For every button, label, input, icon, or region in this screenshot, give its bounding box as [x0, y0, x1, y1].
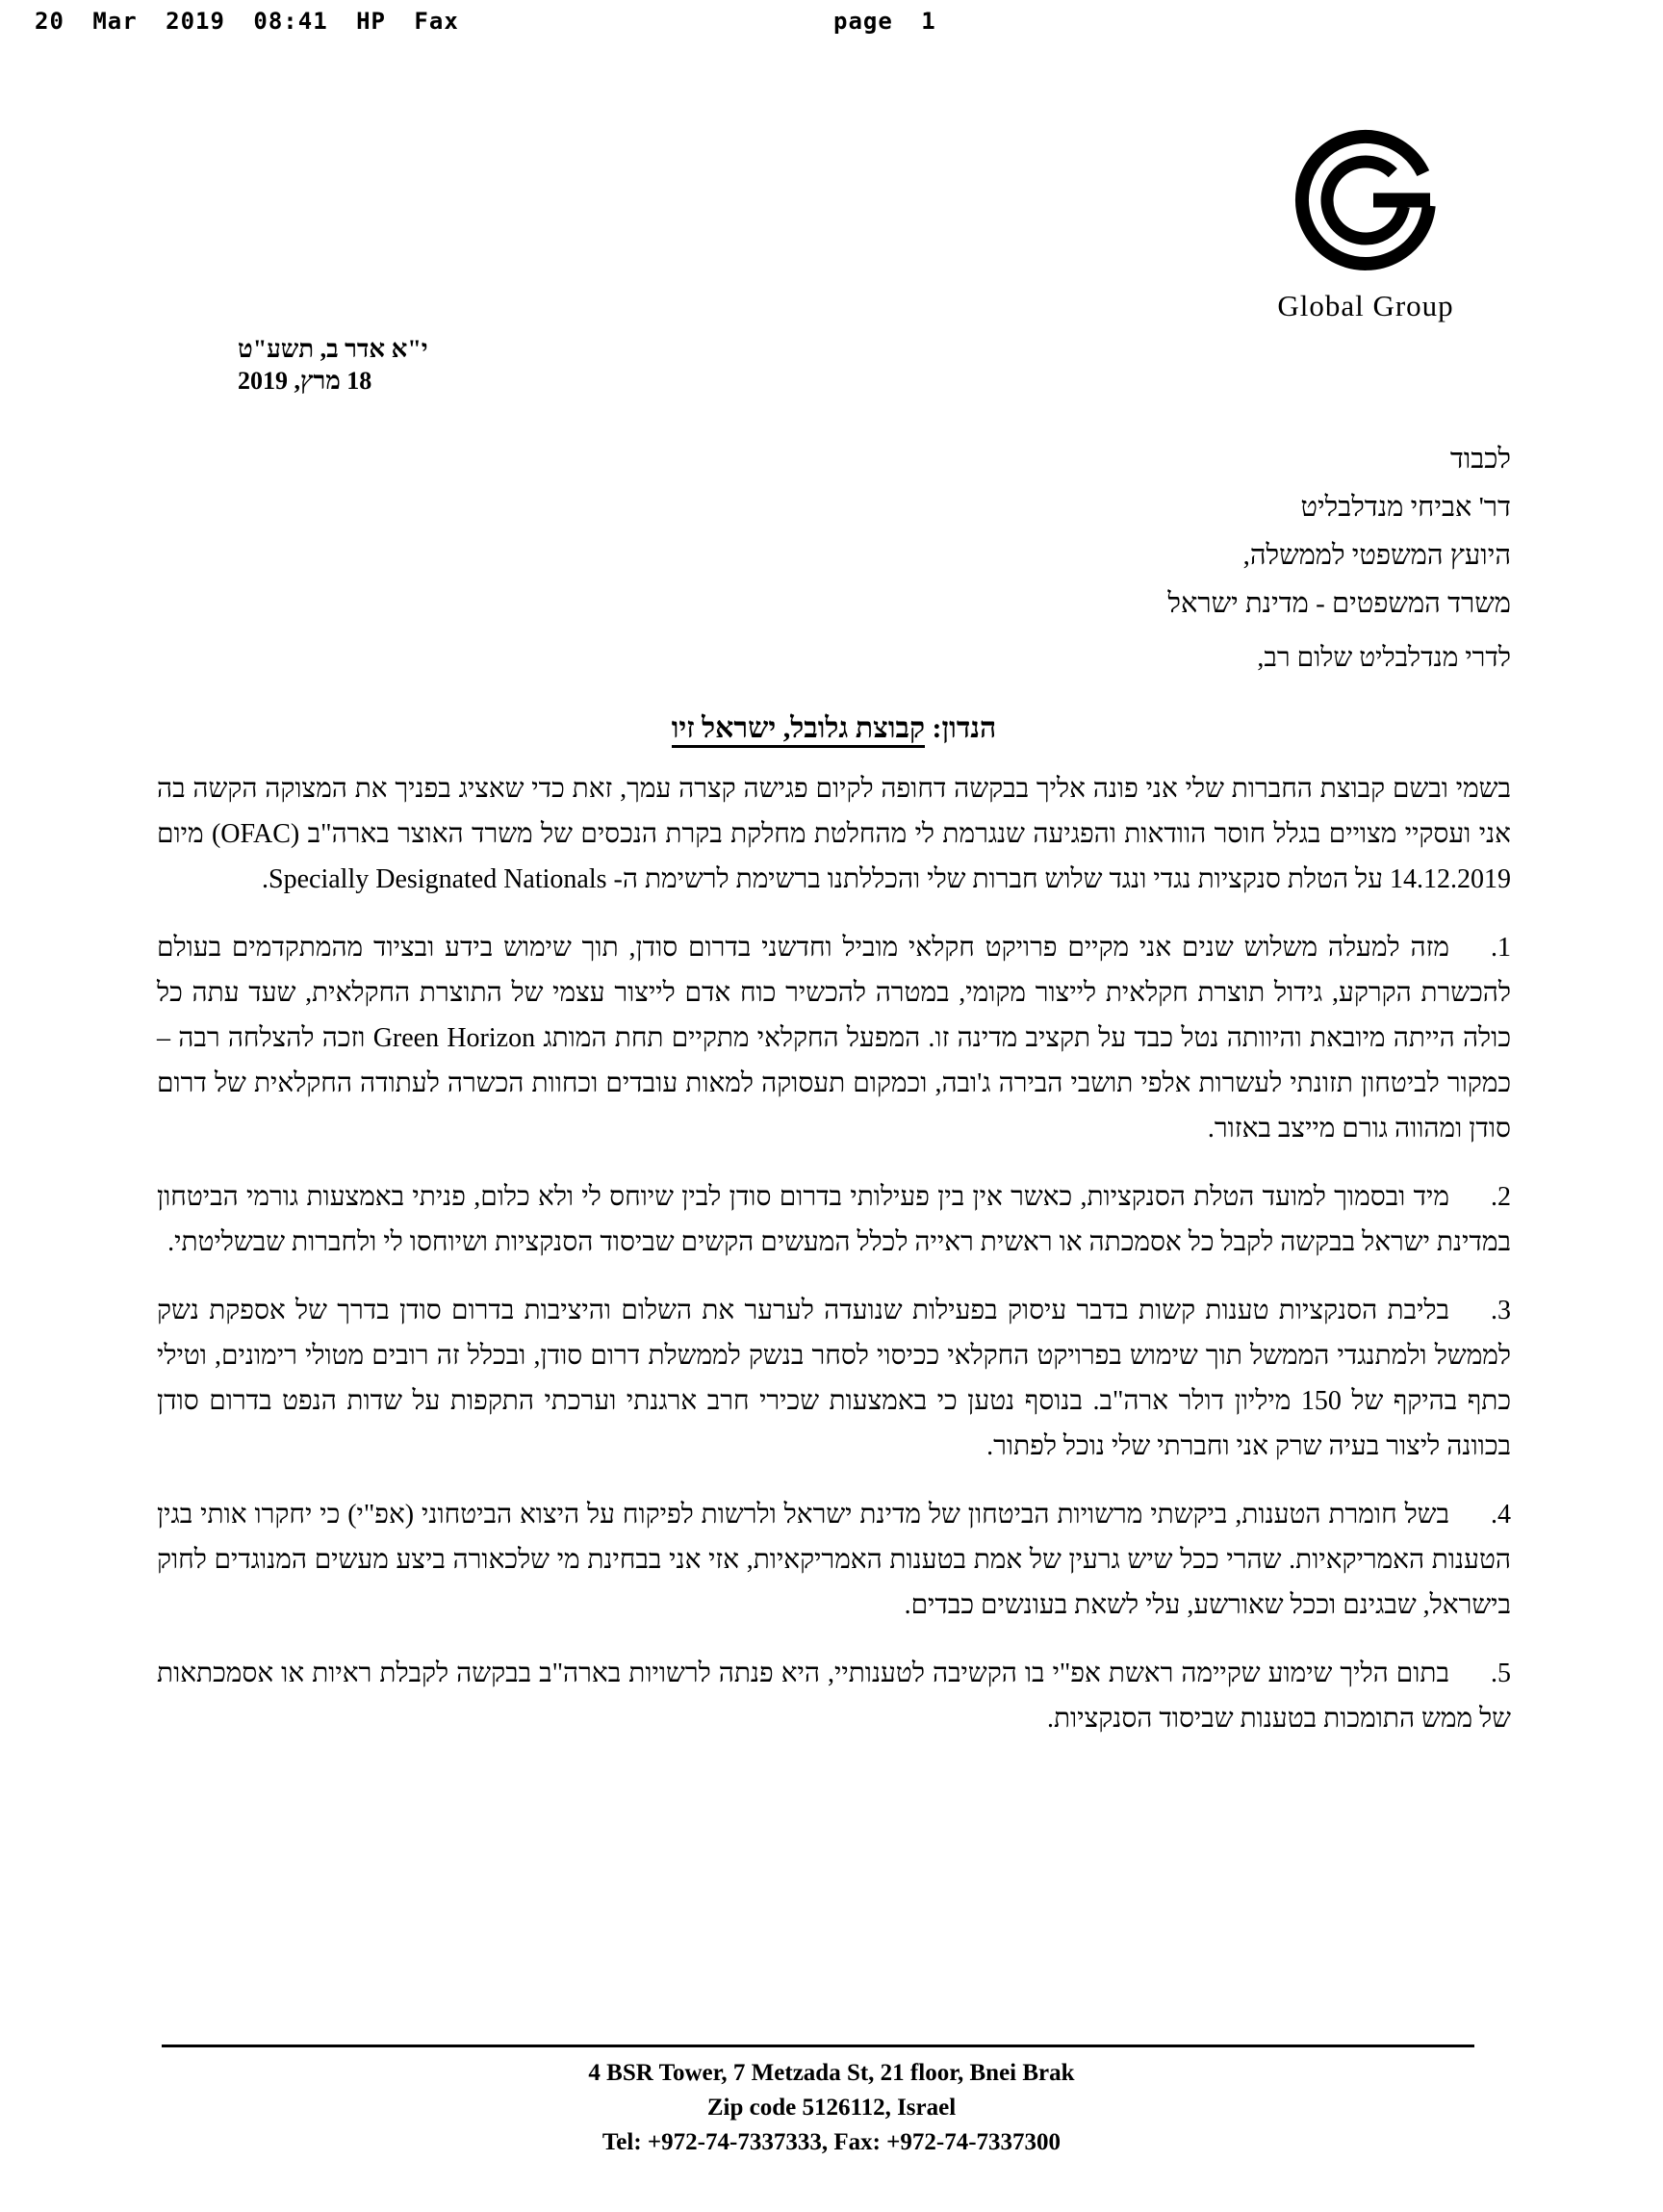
fax-header-page-number: page 1: [833, 8, 936, 35]
item-text: בליבת הסנקציות טענות קשות בדבר עיסוק בפעילות שנועדה לערער את השלום והיציבות בדרום סודן בדרך של אספקת נשק לממשל ולמתנגדי הממשל תוך שימוש בפרויקט החקלאי ככיסוי לסחר בנשק לממשלת דרום סודן, ובכלל זה רובים מטולי רימונים, וטילי כתף בהיקף של 150 מיליון דולר ארה"ב. בנוסף נטען כי באמצעות שכירי חרב ארגנתי וערכתי התקפות על שדות הנפט בדרום סודן בכוונה ליצור בעיה שרק אני וחברתי שלי נוכל לפתור.: [157, 1296, 1512, 1461]
item-number: 4.: [1491, 1500, 1511, 1530]
date-line-gregorian: 18 מרץ, 2019: [238, 367, 372, 395]
item-text: בתום הליך שימוע שקיימה ראשת אפ"י בו הקשיבה לטענותיי, היא פנתה לרשויות בארה"ב בבקשה לקבלת ראיות או אסמכתאות של ממש התומכות בטענות שביסוד הסנקציות.: [157, 1659, 1511, 1734]
recipient-line-title: היועץ המשפטי לממשלה,: [1242, 540, 1511, 571]
greeting-line: לדרי מנדלבליט שלום רב,: [1257, 643, 1511, 673]
footer-separator-line: [162, 2045, 1474, 2047]
footer-zip-line: Zip code 5126112, Israel: [706, 2095, 957, 2121]
item-number: 2.: [1491, 1182, 1511, 1212]
global-group-logo-icon: [1284, 121, 1447, 283]
item-number: 3.: [1491, 1296, 1511, 1325]
footer-contact-line: Tel: +972-74-7337333, Fax: +972-74-7337300: [601, 2129, 1062, 2155]
footer-address-line: 4 BSR Tower, 7 Metzada St, 21 floor, Bnei Brak: [588, 2060, 1075, 2086]
logo-block: [1263, 121, 1469, 323]
letter-body: [157, 635, 1511, 1741]
logo-caption: Global Group: [1277, 289, 1454, 322]
fax-header-datetime: 20 Mar 2019 08:41 HP Fax: [35, 8, 459, 35]
list-item: [157, 1174, 1511, 1265]
list-item: [157, 925, 1511, 1151]
recipient-line-salutation: לכבוד: [1449, 444, 1511, 475]
date-block: [238, 333, 428, 397]
list-item: [157, 1651, 1511, 1741]
date-line-hebrew: י"א אדר ב, תשע"ט: [238, 335, 428, 363]
subject-prefix: הנדון:: [925, 712, 997, 744]
item-number: 1.: [1491, 933, 1511, 963]
item-text: מיד ובסמוך למועד הטלת הסנקציות, כאשר אין בין פעילותי בדרום סודן לבין שיוחס לי ולא כלום, פניתי באמצעות גורמי הביטחון במדינת ישראל בבקשה לקבל כל אסמכתה או ראשית ראייה לכלל המעשים הקשים שביסוד הסנקציות ושיוחסו לי ולחברות שבשליטתי.: [157, 1182, 1511, 1257]
list-item: [157, 1492, 1511, 1628]
list-item: [157, 1288, 1511, 1469]
recipient-line-name: דר' אביחי מנדלבליט: [1300, 492, 1511, 523]
subject-underlined-text: קבוצת גלובל, ישראל זיו: [672, 712, 925, 748]
subject-line: [157, 706, 1511, 751]
item-number: 5.: [1491, 1659, 1511, 1688]
item-text: מזה למעלה משלוש שנים אני מקיים פרויקט חקלאי מוביל וחדשני בדרום סודן, תוך שימוש בידע ובציוד מהמתקדמים בעולם להכשרת הקרקע, גידול תוצרת חקלאית לייצור מקומי, במטרה להכשיר כוח אדם לייצור עצמי של התוצרת החקלאית, שעד עתה כל כולה הייתה מיובאת והיוותה נטל כבד על תקציב מדינה זו. המפעל החקלאי מתקיים תחת המותג Green Horizon וזכה להצלחה רבה – כמקור לביטחון תזונתי לעשרות אלפי תושבי הבירה ג'ובה, וכמקום תעסוקה למאות עובדים וכחוות הכשרה לעתודה החקלאית של דרום סודן ומהווה גורם מייצב באזור.: [157, 933, 1512, 1144]
footer-block: [0, 2056, 1663, 2160]
intro-paragraph: בשמי ובשם קבוצת החברות שלי אני פונה אליך בבקשה דחופה לקיום פגישה קצרה עמך, זאת כדי שאציג בפניך את המצוקה הקשה בה אני ועסקיי מצויים בגלל חוסר הוודאות והפגיעה שנגרמת לי מהחלטת מחלקת בקרת הנכסים של משרד האוצר בארה"ב (OFAC) מיום 14.12.2019 על הטלת סנקציות נגדי ונגד שלוש חברות שלי והכללתנו ברשימת לרשימת ה- Specially Designated Nationals.: [157, 774, 1511, 894]
recipient-block: [1167, 435, 1511, 628]
item-text: בשל חומרת הטענות, ביקשתי מרשויות הביטחון של מדינת ישראל ולרשות לפיקוח על היצוא הביטחוני (אפ"י) כי יחקרו אותי בגין הטענות האמריקאיות. שהרי ככל שיש גרעין של אמת בטענות האמריקאיות, אזי אני בבחינת מי שלכאורה ביצע מעשים המנוגדים לחוק בישראל, שבגינם וככל שאורשע, עלי לשאת בעונשים כבדים.: [157, 1500, 1511, 1620]
recipient-line-office: משרד המשפטים - מדינת ישראל: [1167, 588, 1511, 619]
